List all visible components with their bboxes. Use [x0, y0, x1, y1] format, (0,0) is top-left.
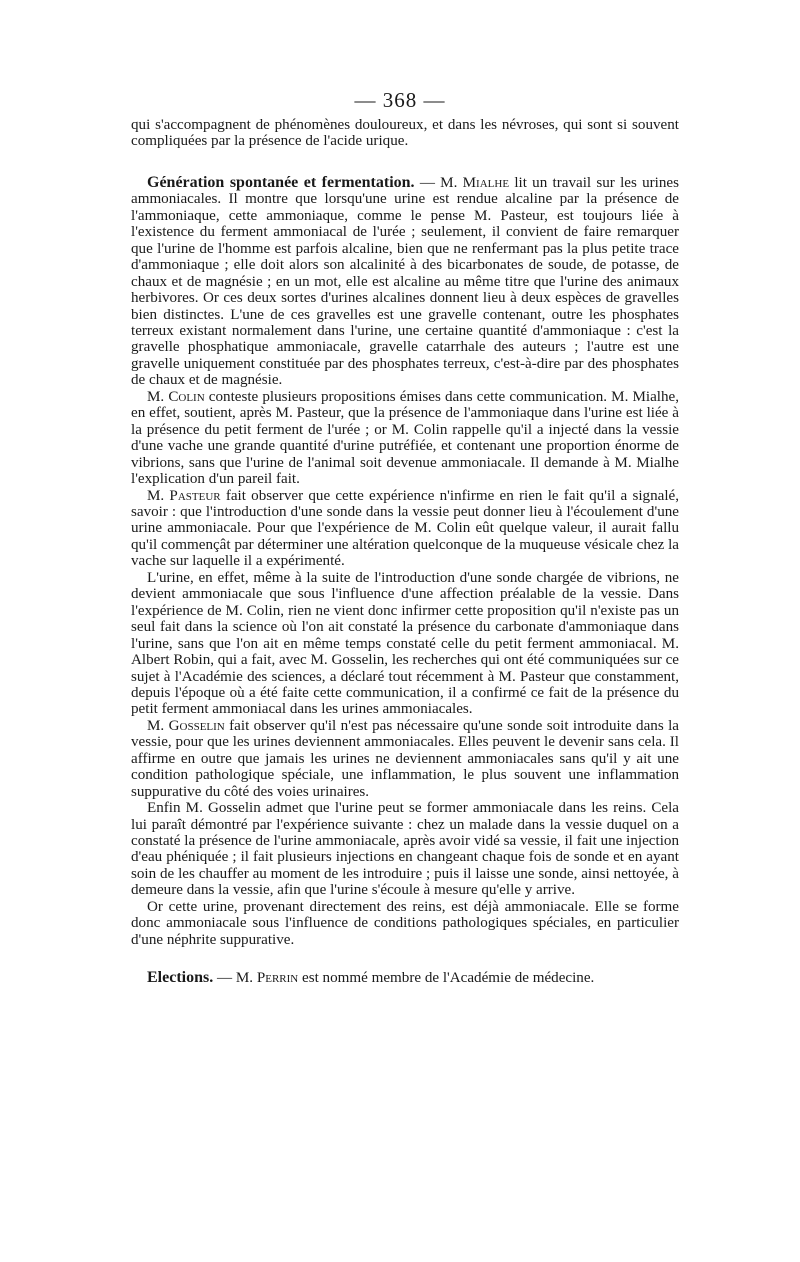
speaker-name: Perrin — [256, 970, 299, 987]
speaker-name: Gosselin — [168, 717, 225, 734]
section-elections-paragraph — [131, 970, 679, 986]
speaker-prefix: M. — [147, 487, 170, 504]
paragraph-or: Or cette urine, provenant directement des reins, est déjà ammoniacale. Elle se forme donc ammoniacale sous l'influence de conditions pathologiques spéciales, en particulier d'une néphrite suppurative. — [131, 898, 679, 948]
paragraph-urine: L'urine, en effet, même à la suite de l'introduction d'une sonde chargée de vibrions, ne devient ammoniacale que sous l'influence d'une affection préalable de la vessie. Dans l'expérience de M. Colin, rien ne vient donc infirmer cette proposition qu'il n'existe pas un seul fait dans la science où l'on ait constaté la présence du carbonate d'ammoniaque dans l'urine, sans que l'on ait en même temps constaté celle du petit ferment ammoniacal. M. Albert Robin, qui a fait, avec M. Gosselin, les recherches qui ont été communiquées sur ce sujet à l'Académie des sciences, a déclaré tout récemment à M. Pasteur que constamment, depuis l'époque où a été faite cette communication, il a confirmé ce fait de la présence du petit ferment ammoniacal dans les urines ammoniacales. — [131, 569, 679, 718]
paragraph-body: fait observer qu'il n'est pas nécessaire qu'une sonde soit introduite dans la vessie, pour que les urines deviennent ammoniacales. Elles peuvent le devenir sans cela. Il affirme en outre que jamais les urines ne deviennent ammoniacales sans qu'il y ait une condition pathologique spéciale, une inflammation, le plus souvent une inflammation suppurative du côté des voies urinaires. — [131, 717, 679, 800]
speaker-name: Pasteur — [169, 487, 221, 504]
speaker-name: Mialhe — [462, 174, 510, 191]
paragraph-colin — [131, 389, 679, 488]
paragraph-gosselin — [131, 718, 679, 800]
body-text — [131, 117, 679, 987]
heading-dash: — M. — [213, 970, 257, 987]
speaker-name: Colin — [168, 388, 205, 405]
paragraph-body: fait observer que cette expérience n'infirme en rien le fait qu'il a signalé, savoir : que l'introduction d'une sonde dans la vessie peut donner lieu à l'écoulement d'une urine ammoniacale. Pour que l'expérience de M. Colin eût quelque valeur, il aurait fallu qu'il commençât par déterminer une altération quelconque de la muqueuse vésicale chez la vache sur laquelle il a expérimenté. — [131, 487, 680, 570]
heading-dash: — M. — [414, 174, 463, 191]
section-heading-elections: Elections. — [147, 969, 214, 987]
section-spacer — [131, 948, 679, 970]
paragraph-body: est nommé membre de l'Académie de médecine. — [298, 970, 595, 987]
paragraph-body: conteste plusieurs propositions émises dans cette communication. M. Mialhe, en effet, soutient, après M. Pasteur, que la présence de l'ammoniaque dans l'urine est liée à la présence du petit ferment de l'urée ; or M. Colin rappelle qu'il a injecté dans la vessie d'une vache une grande quantité d'urine putréfiée, et contenant une proportion énorme de vibrions, sans que l'urine de l'animal soit devenue ammoniacale. Il demande à M. Mialhe l'explication d'un pareil fait. — [131, 388, 680, 488]
paragraph-enfin: Enfin M. Gosselin admet que l'urine peut se former ammoniacale dans les reins. Cela lui paraît démontré par l'expérience suivante : chez un malade dans la vessie duquel on a constaté la présence de l'urine ammoniacale, après avoir vidé sa vessie, il fait une injection d'eau phéniquée ; il fait plusieurs injections en changeant chaque fois de sonde et en ayant soin de les chauffer au moment de les introduire ; puis il laisse une sonde, ainsi nettoyée, à demeure dans la vessie, afin que l'urine s'écoule à mesure qu'elle y arrive. — [131, 800, 679, 899]
section-generation-paragraph — [131, 175, 679, 389]
paragraph-pasteur — [131, 488, 679, 570]
speaker-prefix: M. — [147, 388, 169, 405]
page-number: — 368 — — [354, 88, 446, 112]
paragraph-body: lit un travail sur les urines ammoniacales. Il montre que lorsqu'une urine est rendue alcaline par la présence de l'ammoniaque, cette ammoniaque, comme le pense M. Pasteur, est toujours liée à l'existence du ferment ammoniacal de l'urée ; seulement, il convient de faire remarquer que l'urine de l'homme est parfois alcaline, bien que ne renfermant pas la plus petite trace d'ammoniaque ; elle doit alors son alcalinité à des bicarbonates de soude, de potasse, de chaux et de magnésie ; en un mot, elle est alcaline au même titre que l'urine des animaux herbivores. Or ces deux sortes d'urines alcalines donnent lieu à deux espèces de gravelles bien distinctes. L'une de ces gravelles est une gravelle contenant, outre les phosphates terreux existant normalement dans l'urine, une certaine quantité d'ammoniaque : c'est la gravelle phosphatique ammoniacale, gravelle catarrhale des auteurs ; l'autre est une gravelle uniquement constituée par des phosphates terreux, c'est-à-dire par des phosphates de chaux et de magnésie. — [131, 174, 679, 389]
section-heading-generation: Génération spontanée et fermentation. — [147, 173, 415, 191]
speaker-prefix: M. — [147, 717, 169, 734]
opening-paragraph: qui s'accompagnent de phénomènes douloureux, et dans les névroses, qui sont si souvent compliquées par la présence de l'acide urique. — [131, 117, 679, 150]
section-spacer — [131, 150, 679, 175]
